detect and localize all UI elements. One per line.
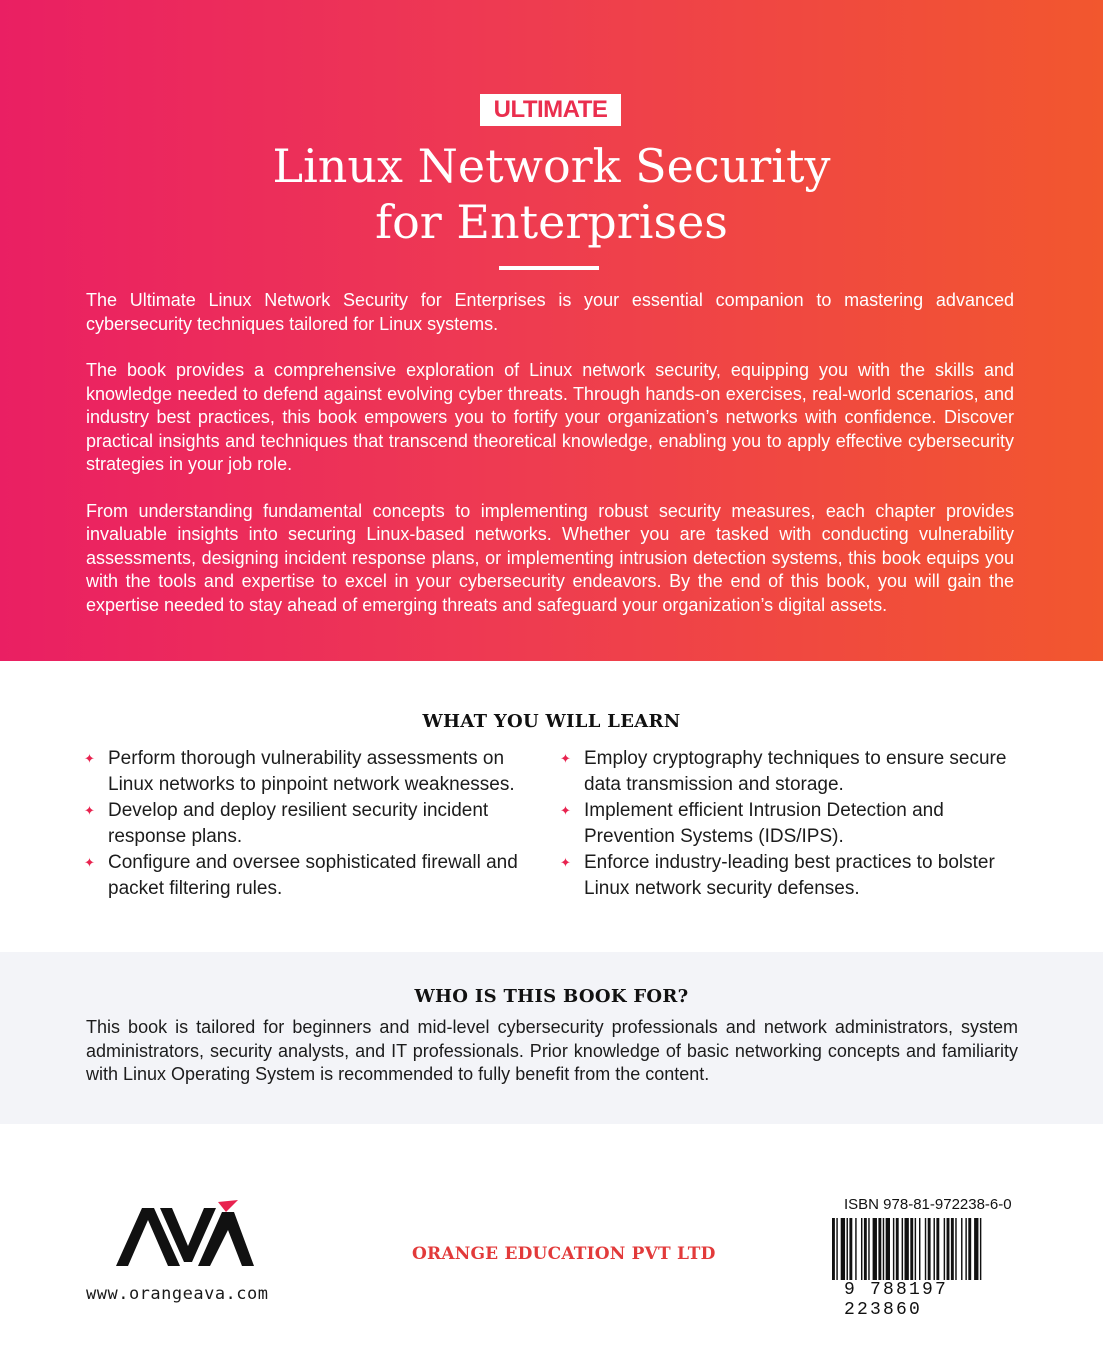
barcode-bar (955, 1218, 956, 1280)
barcode-bar (919, 1218, 920, 1280)
learn-list-left (84, 746, 534, 902)
barcode-bar (980, 1218, 981, 1280)
star-bullet-icon: ✦ (560, 803, 571, 818)
star-bullet-icon: ✦ (84, 855, 95, 870)
barcode-bar (968, 1218, 971, 1280)
description-paragraph: The Ultimate Linux Network Security for Enterprises is your essential companion to mastering advanced cybersecurity techniques tailored for Linux systems. (86, 290, 1014, 334)
description-paragraph: From understanding fundamental concepts to implementing robust security measures, each chapter provides invaluable insights into securing Linux-based networks. Whether you are tasked with conducting vulnerability assessments, designing incident response plans, or implementing intrusion detection systems, this book equips you with the tools and expertise to excel in your cybersecurity endeavors. By the end of this book, you will gain the expertise needed to stay ahead of emerging threats and safeguard your organization’s digital assets. (86, 500, 1014, 615)
list-item-text: Configure and oversee sophisticated firewall and packet filtering rules. (108, 852, 518, 899)
website-url: www.orangeava.com (86, 1284, 269, 1304)
barcode-bar (864, 1218, 867, 1280)
barcode-digits: 9 788197 223860 (844, 1280, 949, 1320)
audience-heading: WHO IS THIS BOOK FOR? (414, 986, 689, 1007)
publisher-name: ORANGE EDUCATION PVT LTD (412, 1244, 716, 1264)
barcode-bar (836, 1218, 837, 1280)
barcode-bar (951, 1218, 954, 1280)
list-item-text: Employ cryptography techniques to ensure secure data transmission and storage. (584, 748, 1007, 795)
list-item (84, 746, 534, 798)
book-title (0, 138, 1103, 250)
barcode-bar (896, 1218, 899, 1280)
list-item (560, 746, 1030, 798)
cover-hero (0, 0, 1103, 661)
barcode-bar (915, 1218, 916, 1280)
logo-accent-icon (218, 1200, 238, 1212)
barcode-bar (868, 1218, 869, 1280)
book-description (86, 289, 1014, 640)
star-bullet-icon: ✦ (560, 855, 571, 870)
barcode-bars-icon (832, 1218, 1032, 1280)
barcode-bar (947, 1218, 950, 1280)
barcode-bar (893, 1218, 894, 1280)
isbn-barcode (832, 1196, 1032, 1320)
barcode-bar (961, 1218, 962, 1280)
barcode-bar (910, 1218, 913, 1280)
list-item (84, 798, 534, 850)
barcode-bar (944, 1218, 945, 1280)
barcode-bar (855, 1218, 856, 1280)
barcode-bar (849, 1218, 852, 1280)
ava-logo (114, 1200, 256, 1270)
description-paragraph: The book provides a comprehensive exploration of Linux network security, equipping you with the skills and knowledge needed to defend against evolving cyber threats. Through hands-on exercises, real-world scenarios, and industry best practices, this book empowers you to fortify your organization’s networks with confidence. Discover practical insights and techniques that transcend theoretical knowledge, enabling you to apply effective cybersecurity strategies in your job role. (86, 360, 1014, 474)
isbn-label: ISBN 978-81-972238-6-0 (844, 1196, 1012, 1213)
audience-text: This book is tailored for beginners and mid-level cybersecurity professionals and network administrators, system administrators, security analysts, and IT professionals. Prior knowledge of basic networking concepts and familiarity with Linux Operating System is recommended to fully benefit from the content. (86, 1017, 1018, 1084)
barcode-bar (905, 1218, 909, 1280)
barcode-bar (847, 1218, 848, 1280)
title-divider (499, 266, 599, 270)
learn-list-right (560, 746, 1030, 902)
barcode-bar (974, 1218, 978, 1280)
barcode-bar (883, 1218, 884, 1280)
title-line-2: for Enterprises (375, 195, 728, 249)
barcode-bar (832, 1218, 835, 1280)
barcode-bar (878, 1218, 881, 1280)
star-bullet-icon: ✦ (84, 803, 95, 818)
list-item-text: Enforce industry-leading best practices to bolster Linux network security defenses. (584, 852, 995, 899)
star-bullet-icon: ✦ (560, 751, 571, 766)
barcode-bar (925, 1218, 926, 1280)
barcode-bar (965, 1218, 966, 1280)
barcode-bar (886, 1218, 890, 1280)
barcode-bar (902, 1218, 903, 1280)
title-line-1: Linux Network Security (272, 139, 831, 193)
barcode-bar (928, 1218, 931, 1280)
barcode-bar (861, 1218, 862, 1280)
barcode-bar (934, 1218, 935, 1280)
list-item-text: Implement efficient Intrusion Detection and Prevention Systems (IDS/IPS). (584, 800, 944, 847)
star-bullet-icon: ✦ (84, 751, 95, 766)
list-item (560, 798, 1030, 850)
learn-heading: WHAT YOU WILL LEARN (422, 711, 681, 732)
barcode-bar (873, 1218, 877, 1280)
list-item-text: Develop and deploy resilient security incident response plans. (108, 800, 489, 847)
list-item (560, 850, 1030, 902)
ultimate-badge: ULTIMATE (480, 94, 621, 126)
list-item (84, 850, 534, 902)
barcode-bar (841, 1218, 845, 1280)
list-item-text: Perform thorough vulnerability assessments on Linux networks to pinpoint network weaknesses. (108, 748, 515, 795)
barcode-bar (936, 1218, 939, 1280)
